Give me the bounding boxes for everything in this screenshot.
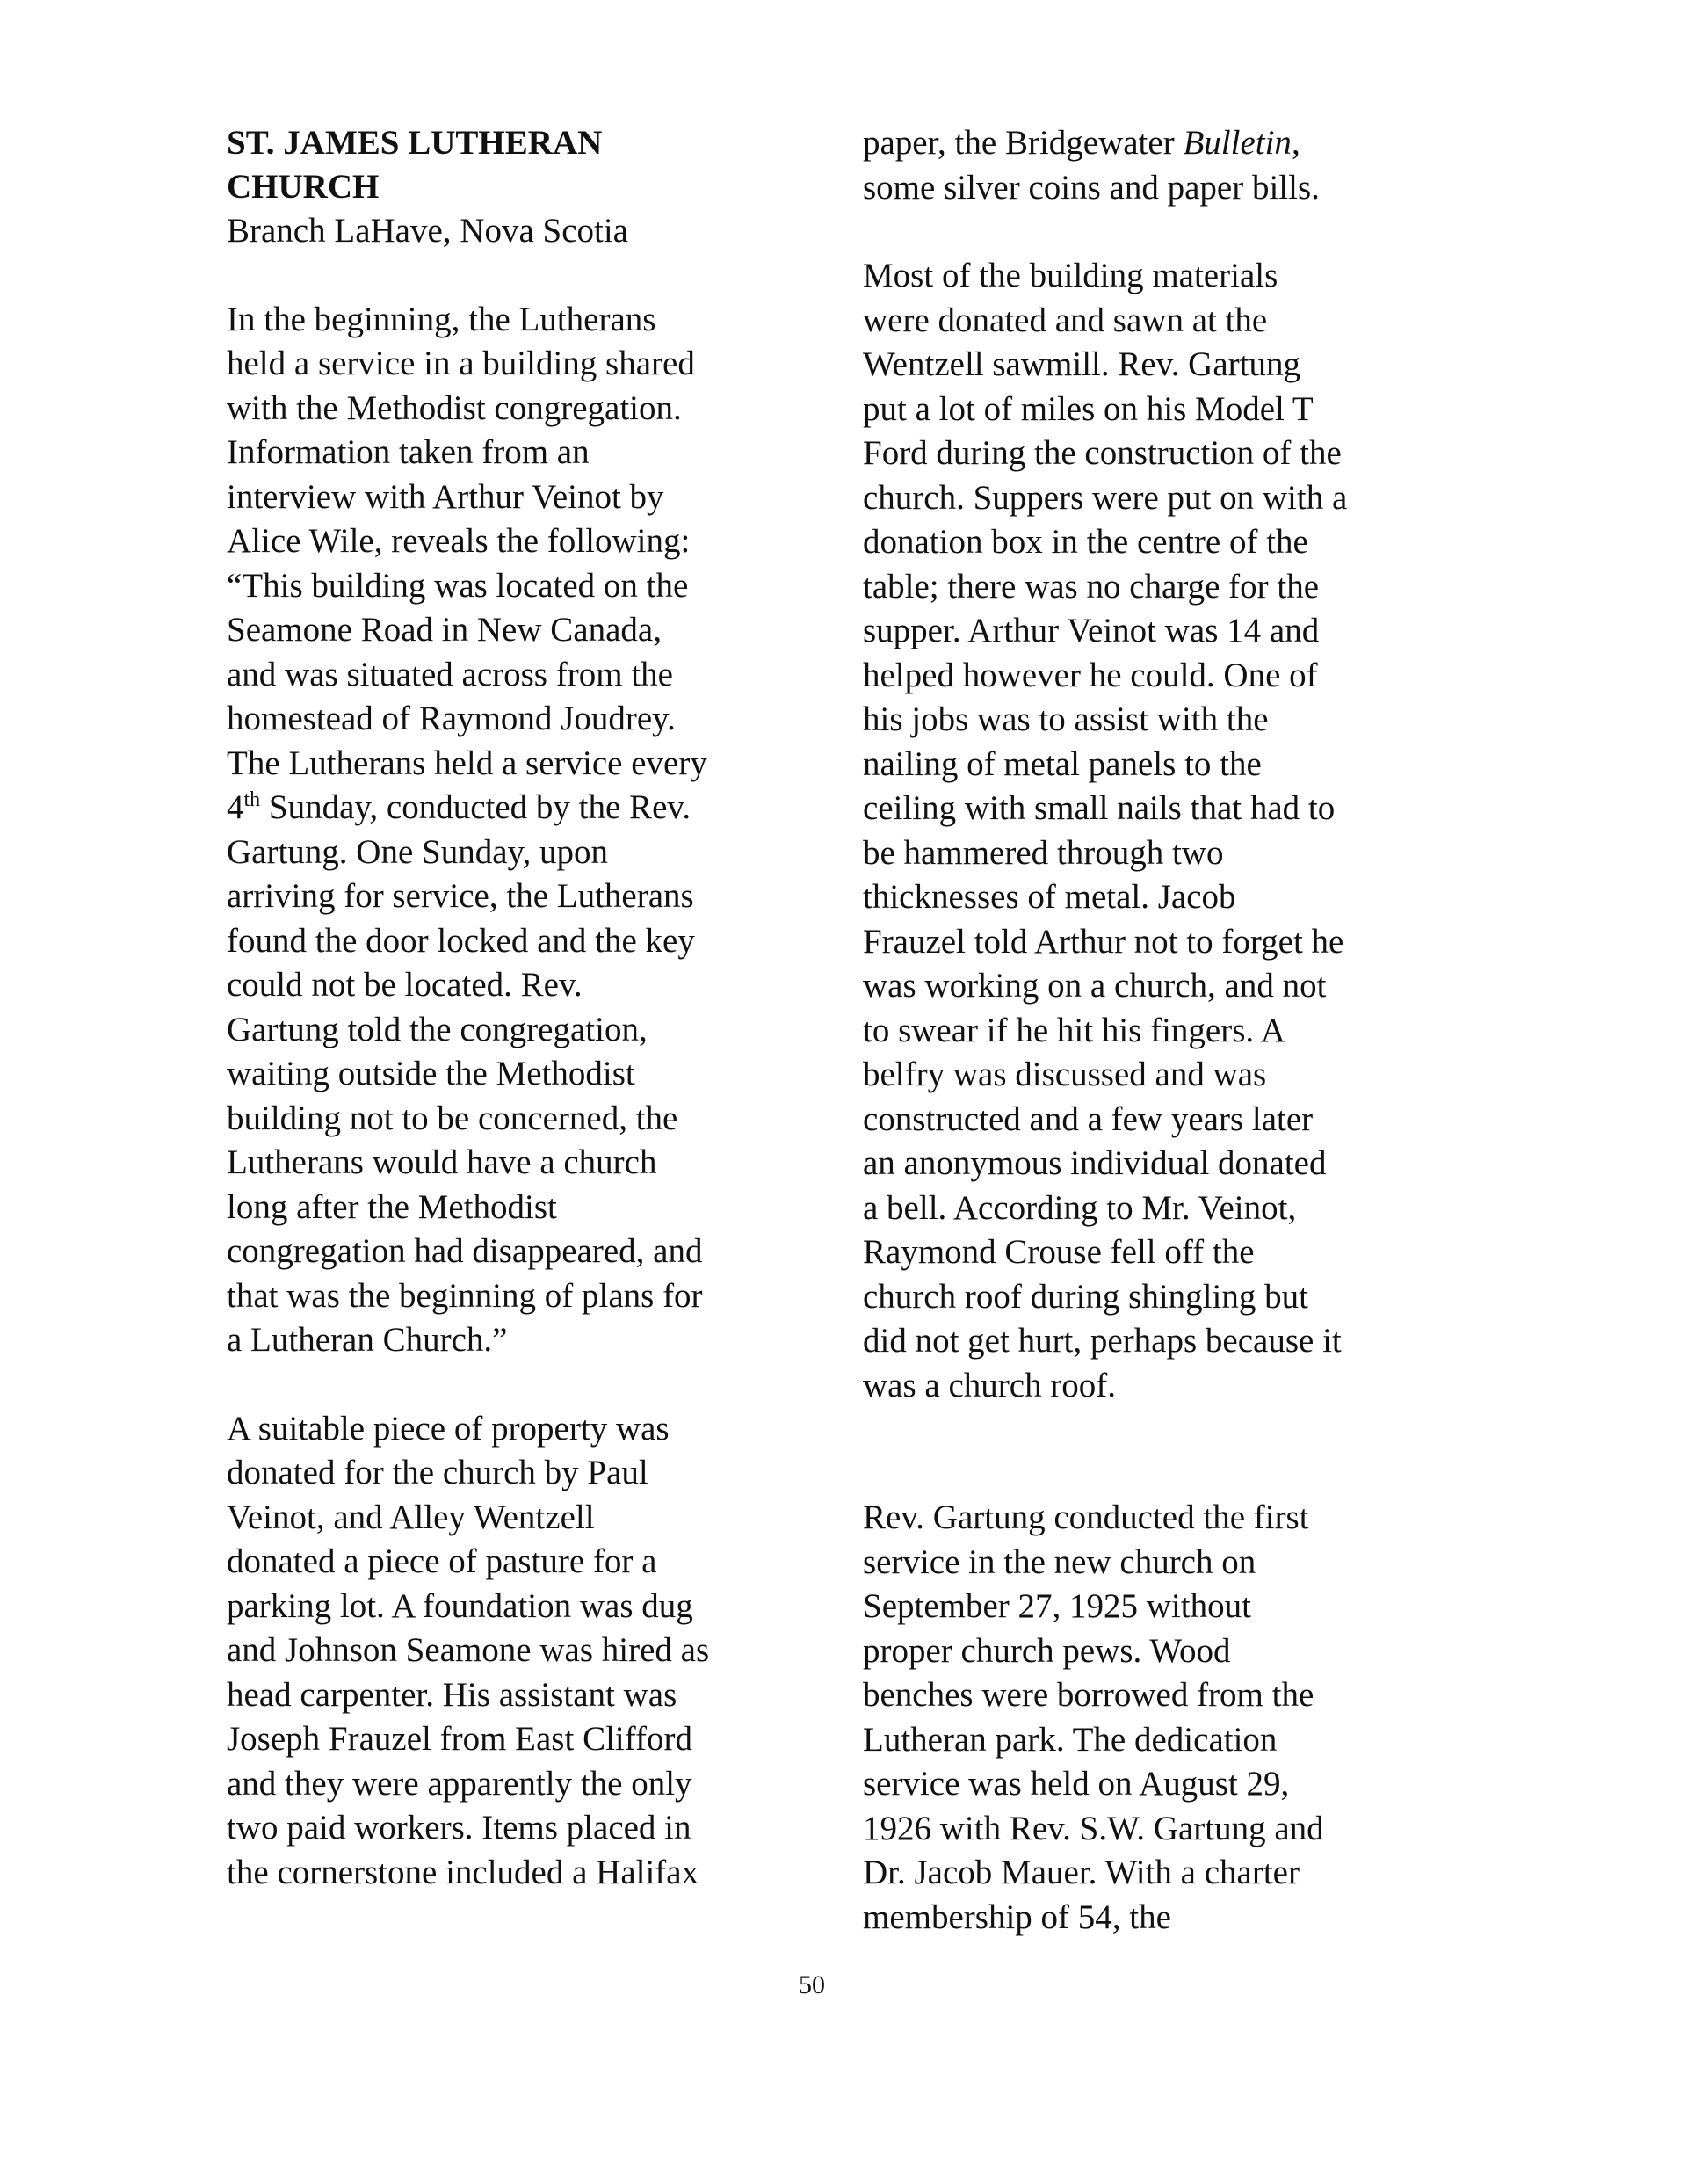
text-line: 1926 with Rev. S.W. Gartung and	[863, 1809, 1324, 1847]
text-line: thicknesses of metal. Jacob	[863, 878, 1236, 916]
text-line: Gartung. One Sunday, upon	[227, 832, 608, 871]
text-line: Alice Wile, reveals the following:	[227, 522, 691, 560]
text-line: that was the beginning of plans for	[227, 1276, 703, 1315]
text-line: to swear if he hit his fingers. A	[863, 1011, 1285, 1049]
text-run: paper, the Bridgewater	[863, 124, 1184, 162]
text-line: table; there was no charge for the	[863, 567, 1320, 606]
title-line: ST. JAMES LUTHERAN	[227, 124, 603, 162]
text-line: ceiling with small nails that had to	[863, 789, 1336, 827]
text-line: Raymond Crouse fell off the	[863, 1233, 1255, 1271]
text-line: service was held on August 29,	[863, 1765, 1290, 1803]
text-line: Ford during the construction of the	[863, 434, 1342, 472]
text-line: an anonymous individual donated	[863, 1144, 1327, 1182]
text-line: put a lot of miles on his Model T	[863, 389, 1314, 428]
text-line: a Lutheran Church.”	[227, 1321, 508, 1359]
text-line-sunday	[227, 786, 789, 831]
text-line: Joseph Frauzel from East Clifford	[227, 1720, 693, 1758]
text-line: arriving for service, the Lutherans	[227, 877, 694, 915]
text-line: was a church roof.	[863, 1366, 1117, 1404]
text-line: waiting outside the Methodist	[227, 1055, 635, 1092]
text-line: was working on a church, and not	[863, 967, 1327, 1005]
text-line: membership of 54, the	[863, 1897, 1171, 1936]
text-line: a bell. According to Mr. Veinot,	[863, 1188, 1297, 1227]
text-line: September 27, 1925 without	[863, 1587, 1251, 1625]
paragraph-first-service	[863, 1496, 1425, 1940]
newspaper-title: Bulletin	[1183, 124, 1292, 162]
text-line: donation box in the centre of the	[863, 523, 1308, 561]
text-line: Gartung told the congregation,	[227, 1010, 648, 1048]
text-line: The Lutherans held a service every	[227, 744, 707, 782]
text-line: interview with Arthur Veinot by	[227, 477, 664, 516]
text-line: belfry was discussed and was	[863, 1056, 1267, 1093]
text-line: could not be located. Rev.	[227, 966, 583, 1004]
text-line: be hammered through two	[863, 833, 1224, 872]
text-line: nailing of metal panels to the	[863, 744, 1262, 783]
text-line: constructed and a few years later	[863, 1099, 1314, 1138]
article-location	[227, 209, 789, 254]
text-line: homestead of Raymond Joudrey.	[227, 700, 676, 737]
left-column	[227, 121, 789, 1939]
text-line: parking lot. A foundation was dug	[227, 1586, 693, 1625]
text-line: head carpenter. His assistant was	[227, 1675, 677, 1714]
location-line: Branch LaHave, Nova Scotia	[227, 212, 628, 250]
title-line: CHURCH	[227, 168, 380, 206]
text-line: donated for the church by Paul	[227, 1454, 648, 1491]
article-title	[227, 121, 789, 209]
paragraph-cornerstone-cont	[863, 121, 1425, 210]
text-line: congregation had disappeared, and	[227, 1232, 703, 1270]
text-line: Seamone Road in New Canada,	[227, 611, 662, 649]
page-number: 50	[799, 1970, 825, 1999]
text-line: service in the new church on	[863, 1542, 1256, 1581]
text-line: Most of the building materials	[863, 257, 1278, 294]
text-line: “This building was located on the	[227, 566, 689, 605]
text-line: A suitable piece of property was	[227, 1409, 670, 1448]
text-line: and was situated across from the	[227, 655, 673, 693]
sunday-line-rest: Sunday, conducted by the Rev.	[260, 788, 691, 826]
text-line: helped however he could. One of	[863, 656, 1318, 694]
text-line: supper. Arthur Veinot was 14 and	[863, 612, 1320, 649]
text-line: Lutheran park. The dedication	[863, 1720, 1278, 1759]
text-line: Rev. Gartung conducted the first	[863, 1498, 1309, 1536]
text-line: Frauzel told Arthur not to forget he	[863, 922, 1344, 961]
text-line: were donated and sawn at the	[863, 301, 1268, 339]
text-line	[863, 121, 1425, 166]
ordinal-number: 4	[227, 788, 244, 826]
text-line: with the Methodist congregation.	[227, 388, 682, 427]
text-line: his jobs was to assist with the	[863, 700, 1269, 738]
paragraph-spacer	[863, 1452, 1425, 1496]
text-line: did not get hurt, perhaps because it	[863, 1322, 1342, 1360]
paragraph-beginning	[227, 298, 789, 1363]
text-line: and Johnson Seamone was hired as	[227, 1631, 710, 1669]
text-line: In the beginning, the Lutherans	[227, 300, 656, 338]
text-line: church. Suppers were put on with a	[863, 478, 1348, 517]
text-line: proper church pews. Wood	[863, 1631, 1231, 1670]
text-line: Dr. Jacob Mauer. With a charter	[863, 1854, 1300, 1891]
ordinal-suffix: th	[243, 788, 261, 811]
text-line: building not to be concerned, the	[227, 1099, 678, 1137]
text-line: benches were borrowed from the	[863, 1676, 1314, 1714]
text-line: donated a piece of pasture for a	[227, 1542, 657, 1580]
text-line: long after the Methodist	[227, 1187, 557, 1226]
paragraph-materials	[863, 254, 1425, 1408]
text-line: Lutherans would have a church	[227, 1143, 657, 1181]
text-run: ,	[1291, 124, 1300, 162]
text-line: the cornerstone included a Halifax	[227, 1853, 699, 1891]
paragraph-property	[227, 1407, 789, 1896]
text-line: held a service in a building shared	[227, 345, 695, 382]
text-line: church roof during shingling but	[863, 1277, 1308, 1316]
text-line: Wentzell sawmill. Rev. Gartung	[863, 345, 1300, 383]
text-line: some silver coins and paper bills.	[863, 168, 1320, 207]
text-line: and they were apparently the only	[227, 1764, 692, 1803]
text-line: Information taken from an	[227, 433, 590, 471]
text-line: found the door locked and the key	[227, 921, 695, 960]
text-line: Veinot, and Alley Wentzell	[227, 1498, 595, 1536]
text-line: two paid workers. Items placed in	[227, 1809, 691, 1847]
right-column	[863, 121, 1425, 1984]
